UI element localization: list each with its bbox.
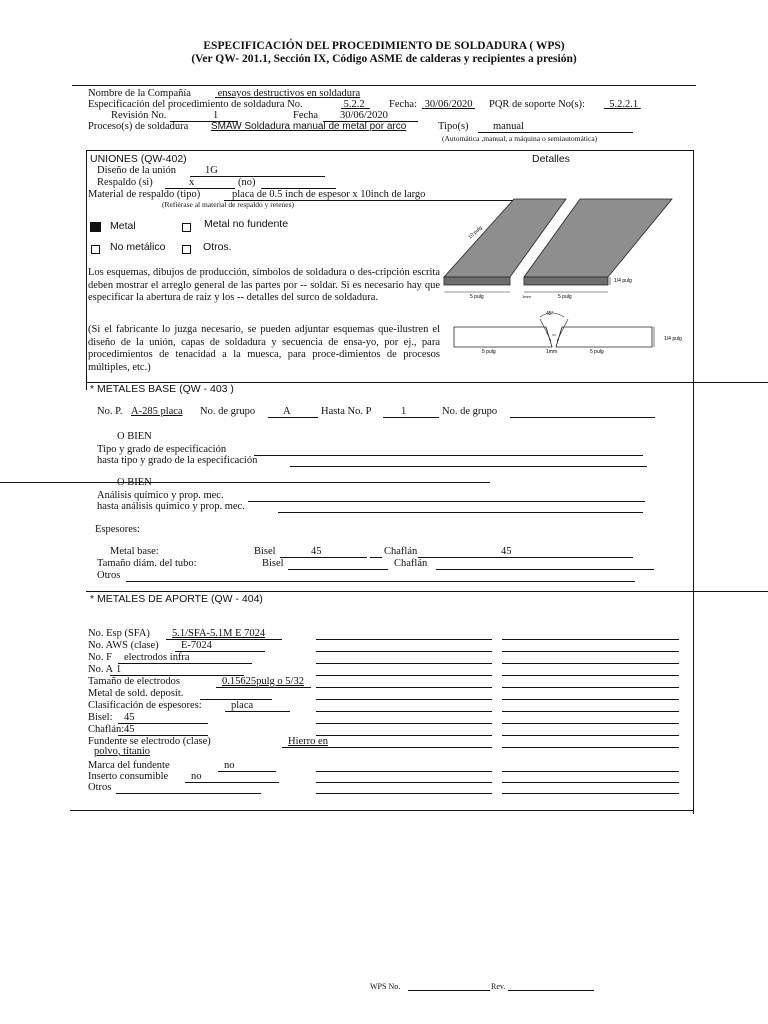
spec-type-label: Tipo y grado de especificación: [97, 444, 227, 455]
section-gap-label: 1mm: [546, 349, 558, 355]
filler-row-value: 45: [124, 712, 135, 723]
bevel-label: Bisel: [254, 546, 276, 557]
filler-column-2-field[interactable]: [316, 782, 492, 783]
filler-row-value: E-7024: [181, 640, 212, 651]
spec-value: 5.2.2: [343, 99, 365, 110]
filler-column-3-field[interactable]: [502, 687, 679, 688]
wps-no-field[interactable]: [408, 990, 490, 991]
backing-no-label: (no): [238, 177, 256, 188]
to-p-value: 1: [401, 406, 407, 417]
chamfer-value: 45: [501, 546, 512, 557]
diagram-length-label: 10 pulg: [467, 225, 484, 241]
group2-label: No. de grupo: [442, 406, 498, 417]
filler-row-value-field[interactable]: [218, 771, 276, 772]
group2-field[interactable]: [510, 417, 655, 418]
left-frame: [86, 150, 87, 390]
group-label: No. de grupo: [200, 406, 256, 417]
bevel-value: 45: [311, 546, 322, 557]
or-label-1: O BIEN: [117, 431, 152, 442]
filler-row-label: Chaflán:: [88, 724, 125, 735]
spec-type-field[interactable]: [254, 455, 643, 456]
section-right-plate: [556, 327, 652, 347]
to-spec-label: hasta tipo y grado de la especificación: [97, 455, 258, 466]
joints-heading: UNIONES (QW-402): [90, 153, 187, 165]
process-value[interactable]: SMAW Soldadura manual de metal por arco: [211, 121, 407, 132]
p-no-label: No. P.: [97, 406, 123, 417]
otros-checkbox[interactable]: [182, 245, 191, 254]
filler-column-3-field[interactable]: [502, 711, 679, 712]
filler-row-value-field[interactable]: [225, 711, 290, 712]
to-p-field[interactable]: [383, 417, 439, 418]
pqr-label: PQR de soporte No(s):: [489, 99, 585, 110]
bevel-field[interactable]: [280, 557, 367, 558]
filler-column-2-field[interactable]: [316, 747, 492, 748]
filler-row-value: 5.1/SFA-5.1M E 7024: [172, 628, 266, 639]
chamfer-label: Chaflán: [384, 546, 418, 557]
filler-row-value: Hierro en: [288, 736, 328, 747]
group-value: A: [283, 406, 291, 417]
chem-field[interactable]: [248, 501, 645, 502]
process-label: Proceso(s) de soldadura: [88, 121, 189, 132]
filler-row-value: electrodos infra: [124, 652, 190, 663]
type-field[interactable]: [478, 132, 633, 133]
rev-label: Rev.: [491, 982, 506, 991]
design-label: Diseño de la unión: [97, 165, 177, 176]
filler-row-value: placa: [231, 700, 254, 711]
filler-row-value: polvo, titanio: [94, 746, 150, 757]
joints-instructions: Los esquemas, dibujos de producción, símbolos de soldadura o des-cripción escrita deben mostrar el arreglo general de las partes por -- soldar. Si es necesario hay que especificar la abertura de raíz y los -- detalles del surco de soldadura.: [88, 267, 440, 303]
others-field[interactable]: [126, 581, 635, 582]
filler-column-3-field[interactable]: [502, 675, 679, 676]
filler-row-label: No. Esp (SFA): [88, 628, 150, 639]
document-subtitle: (Ver QW- 201.1, Sección IX, Código ASME de calderas y recipientes a presión): [191, 53, 577, 65]
wps-no-label: WPS No.: [370, 982, 401, 991]
joints-top-rule: [86, 150, 694, 151]
filler-column-2-field[interactable]: [316, 723, 492, 724]
tube-bevel-field[interactable]: [288, 569, 388, 570]
filler-row-value: 0.15625pulg o 5/32: [222, 676, 304, 687]
date-value: 30/06/2020: [424, 99, 473, 110]
design-field[interactable]: [190, 176, 325, 177]
filler-column-3-field[interactable]: [502, 782, 679, 783]
others-label: Otros: [97, 570, 121, 581]
filler-row-label: Clasificación de espesores:: [88, 700, 202, 711]
diagram-angle-label: 45°: [546, 311, 554, 317]
backing-material-label: Material de respaldo (tipo): [88, 189, 201, 200]
base-metal-label: Metal base:: [110, 546, 159, 557]
rev-field[interactable]: [508, 990, 594, 991]
filler-row-label: No. F: [88, 652, 112, 663]
filler-column-3-field[interactable]: [502, 651, 679, 652]
design-value: 1G: [205, 165, 218, 176]
no-metalico-checkbox[interactable]: [91, 245, 100, 254]
rev-date-label: Fecha: [293, 110, 319, 121]
filler-column-2-field[interactable]: [316, 651, 492, 652]
filler-row-label: Marca del fundente: [88, 760, 170, 771]
spec-label: Especificación del procedimiento de soldadura No.: [88, 99, 303, 110]
pqr-field[interactable]: [604, 99, 641, 110]
base-metals-heading: * METALES BASE (QW - 403 ): [90, 383, 234, 395]
filler-column-2-field[interactable]: [316, 663, 492, 664]
chamfer-field[interactable]: [418, 557, 633, 558]
metal-option-label: Metal: [110, 220, 136, 232]
filler-column-3-field[interactable]: [502, 735, 679, 736]
or-divider: [0, 482, 490, 483]
tube-chamfer-field[interactable]: [436, 569, 654, 570]
filler-row-label: Otros: [88, 782, 112, 793]
section-left-plate: [454, 327, 552, 347]
filler-row-label: No. AWS (clase): [88, 640, 159, 651]
pqr-value: 5.2.2.1: [609, 99, 639, 110]
top-rule: [72, 85, 696, 86]
filler-row-value: 45: [124, 724, 135, 735]
date-field[interactable]: [422, 99, 475, 110]
p-no-value[interactable]: A-285 placa: [131, 406, 183, 417]
filler-row-label: No. A: [88, 664, 114, 675]
spec-field[interactable]: [341, 99, 370, 110]
diagram-width-right: 5 pulg: [558, 294, 572, 300]
filler-row-label: Metal de sold. deposit.: [88, 688, 184, 699]
type-label: Tipo(s): [438, 121, 469, 132]
filler-row-label: Tamaño de electrodos: [88, 676, 180, 687]
tube-label: Tamaño diám. del tubo:: [97, 558, 197, 569]
date-label: Fecha:: [389, 99, 417, 110]
filler-column-3-field[interactable]: [502, 771, 679, 772]
company-value: ensayos destructivos en soldadura: [217, 88, 361, 99]
filler-row-label: Fundente se electrodo (clase): [88, 736, 211, 747]
filler-column-2-field[interactable]: [316, 793, 492, 794]
filler-column-3-field[interactable]: [502, 793, 679, 794]
chem-label: Análisis químico y prop. mec.: [97, 490, 224, 501]
filler-column-3-field[interactable]: [502, 663, 679, 664]
bottom-rule: [70, 810, 694, 811]
filler-row-value-field[interactable]: [216, 687, 311, 688]
filler-heading: * METALES DE APORTE (QW - 404): [90, 593, 263, 605]
filler-column-3-field[interactable]: [502, 723, 679, 724]
thickness-label: Espesores:: [95, 524, 140, 535]
filler-column-3-field[interactable]: [502, 639, 679, 640]
no-metalico-label: No metálico: [110, 241, 166, 253]
to-chem-field[interactable]: [278, 512, 643, 513]
section-thickness-label: 1/4 pulg: [664, 336, 682, 342]
to-chem-label: hasta análisis químico y prop. mec.: [97, 501, 245, 512]
backing-label: Respaldo (si): [97, 177, 153, 188]
metal-checkbox[interactable]: [90, 222, 101, 232]
rev-date-value: 30/06/2020: [340, 110, 388, 121]
company-label: Nombre de la Compañía: [88, 88, 191, 99]
revision-value: 1: [213, 110, 219, 121]
filler-row-value: no: [191, 771, 202, 782]
filler-column-2-field[interactable]: [316, 735, 492, 736]
filler-row-value-field[interactable]: [118, 663, 252, 664]
backing-material-note: (Refiérase al material de respaldo y retenes): [162, 200, 295, 209]
right-plate-front: [524, 277, 608, 285]
filler-row-label: Inserto consumible: [88, 771, 169, 782]
to-spec-field[interactable]: [290, 466, 647, 467]
section-width-right: 5 pulg: [590, 349, 604, 355]
document-title: ESPECIFICACIÓN DEL PROCEDIMIENTO DE SOLDADURA ( WPS): [203, 40, 565, 52]
filler-row-value: no: [224, 760, 235, 771]
filler-column-2-field[interactable]: [316, 711, 492, 712]
base-metals-top-rule-ext: [694, 382, 768, 383]
joint-diagram: [440, 195, 700, 355]
section-width-left: 5 pulg: [482, 349, 496, 355]
filler-top-rule: [86, 591, 768, 592]
filler-column-2-field[interactable]: [316, 771, 492, 772]
filler-column-3-field[interactable]: [502, 699, 679, 700]
filler-column-2-field[interactable]: [316, 687, 492, 688]
filler-column-2-field[interactable]: [316, 639, 492, 640]
backing-si-value: x: [189, 177, 195, 188]
group-field[interactable]: [268, 417, 318, 418]
tube-bevel-label: Bisel: [262, 558, 284, 569]
filler-column-3-field[interactable]: [502, 747, 679, 748]
otros-option-label: Otros.: [203, 241, 232, 253]
filler-row-label: Bisel:: [88, 712, 113, 723]
filler-column-2-field[interactable]: [316, 699, 492, 700]
metal-no-fundente-checkbox[interactable]: [182, 223, 191, 232]
or-label-2: O BIEN: [117, 477, 152, 488]
tube-chamfer-label: Chaflán: [394, 558, 428, 569]
left-plate-front: [444, 277, 510, 285]
type-value: manual: [493, 121, 524, 132]
diagram-gap-label: 1mm: [522, 294, 531, 299]
filler-row-value-field[interactable]: [116, 793, 261, 794]
joints-optional-note: (Si el fabricante lo juzga necesario, se pueden adjuntar esquemas que-ilustren el diseño de la unión, capas de soldadura y secuencia de ensa-yo, por ej., para procedimientos de tenacidad a la muesca, para proce-dimientos de procesos múltiples, etc.): [88, 324, 440, 373]
revision-label: Revisión No.: [111, 110, 167, 121]
metal-no-fundente-label: Metal no fundente: [204, 218, 289, 230]
diagram-width-left: 5 pulg: [470, 294, 484, 300]
diagram-thickness-label: 1/4 pulg: [614, 278, 632, 284]
details-label: Detalles: [532, 153, 570, 165]
to-p-label: Hasta No. P: [321, 406, 372, 417]
backing-material-value: placa de 0.5 inch de espesor x 10inch de largo: [232, 189, 426, 200]
filler-row-value-field[interactable]: [185, 782, 279, 783]
filler-column-2-field[interactable]: [316, 675, 492, 676]
filler-row-value: 1: [116, 664, 122, 675]
company-field[interactable]: [215, 88, 581, 99]
type-note: (Automática ,manual, a máquina o semiautomática): [442, 134, 598, 143]
